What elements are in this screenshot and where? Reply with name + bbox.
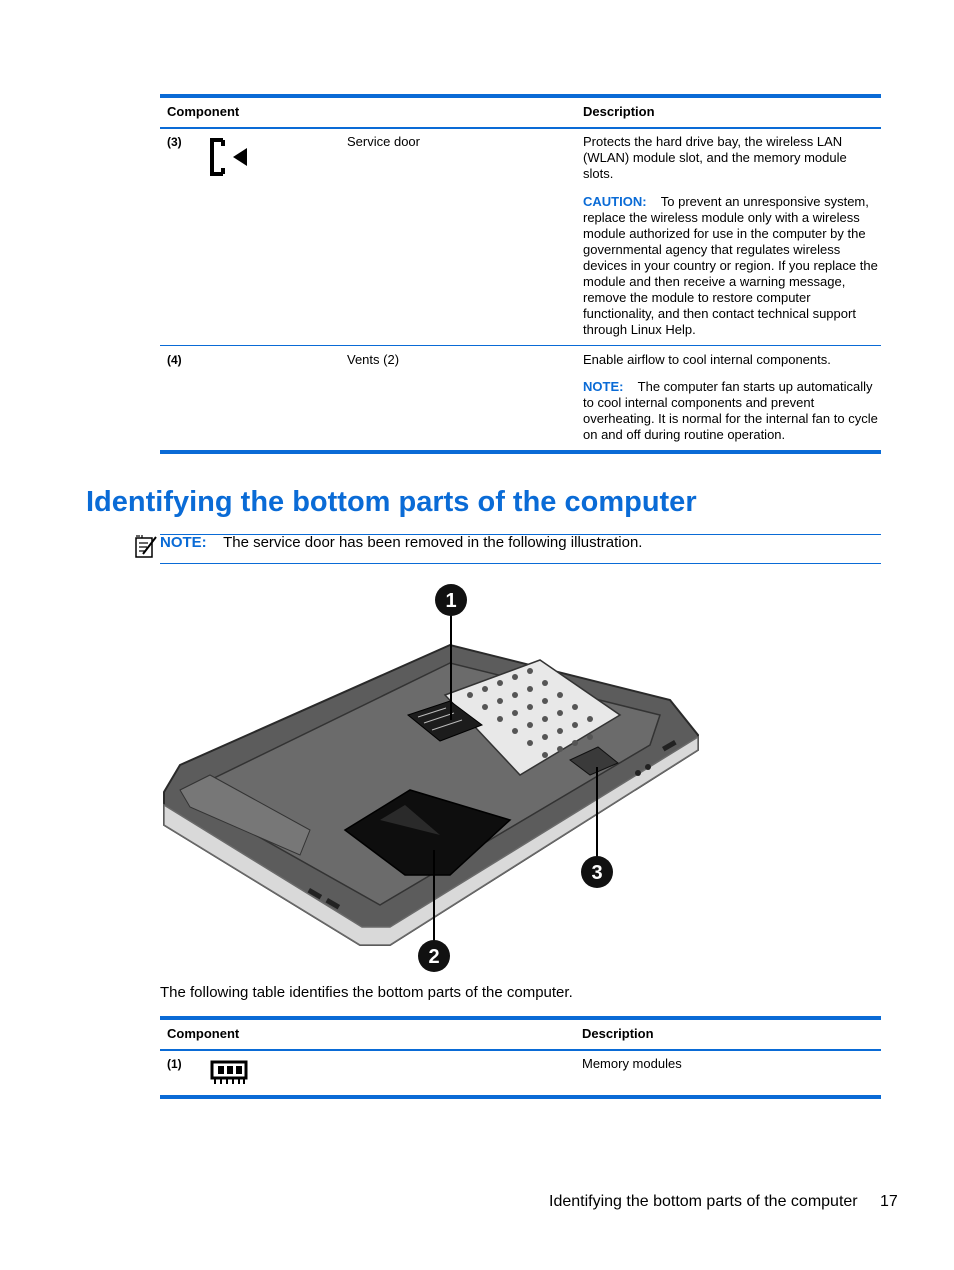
computer-bottom-illustration xyxy=(150,575,720,975)
component-description: Protects the hard drive bay, the wireless LAN (WLAN) module slot, and the memory module slots. xyxy=(583,134,847,181)
component-name: Service door xyxy=(347,134,420,149)
table2-intro: The following table identifies the bottom parts of the computer. xyxy=(160,984,573,1001)
page-number: 17 xyxy=(880,1193,898,1210)
table1-header-component: Component xyxy=(167,104,240,119)
table1-bottom-rule xyxy=(160,450,881,454)
section-note-text: The service door has been removed in the following illustration. xyxy=(223,534,643,551)
table2-header-rule xyxy=(160,1049,881,1051)
memory-module-icon xyxy=(210,1060,248,1086)
component-description: Memory modules xyxy=(582,1056,682,1071)
table1-header-rule xyxy=(160,127,881,129)
table2-bottom-rule xyxy=(160,1095,881,1099)
footer-title: Identifying the bottom parts of the computer xyxy=(549,1193,858,1210)
caution-note xyxy=(583,194,878,338)
caution-label: CAUTION: xyxy=(583,194,647,209)
note-label: NOTE: xyxy=(583,379,624,394)
callout-1-label: 1 xyxy=(445,590,457,612)
table1-row-divider xyxy=(160,345,881,346)
component-name: Vents (2) xyxy=(347,352,400,367)
fan-note xyxy=(583,379,878,443)
table2-top-rule xyxy=(160,1016,881,1020)
callout-2-badge xyxy=(418,940,450,972)
callout-1-badge xyxy=(435,584,467,616)
note-icon xyxy=(134,534,158,560)
row-number: (1) xyxy=(167,1057,182,1071)
section-note-label: NOTE: xyxy=(160,534,207,551)
section-title: Identifying the bottom parts of the computer xyxy=(86,486,697,518)
note-text: The computer fan starts up automatically to cool internal components and prevent overheating. It is normal for the internal fan to cycle on and off during routine operation. xyxy=(583,379,878,442)
table2-header-description: Description xyxy=(582,1026,654,1041)
table1-top-rule xyxy=(160,94,881,98)
service-door-icon xyxy=(209,137,251,177)
callout-2-label: 2 xyxy=(428,946,440,968)
callout-3-badge xyxy=(581,856,613,888)
row-number: (4) xyxy=(167,353,182,367)
table1-header-description: Description xyxy=(583,104,655,119)
note-bottom-rule xyxy=(160,563,881,564)
table2-header-component: Component xyxy=(167,1026,240,1041)
component-description: Enable airflow to cool internal components. xyxy=(583,352,831,367)
caution-text: To prevent an unresponsive system, replace the wireless module only with a wireless module authorized for use in the computer by the governmental agency that regulates wireless devices in your country or region. If you replace the module and then receive a warning message, remove the module to restore computer functionality, and then contact technical support through Linux Help. xyxy=(583,194,878,337)
callout-3-label: 3 xyxy=(591,862,603,884)
row-number: (3) xyxy=(167,135,182,149)
section-note xyxy=(160,534,642,552)
